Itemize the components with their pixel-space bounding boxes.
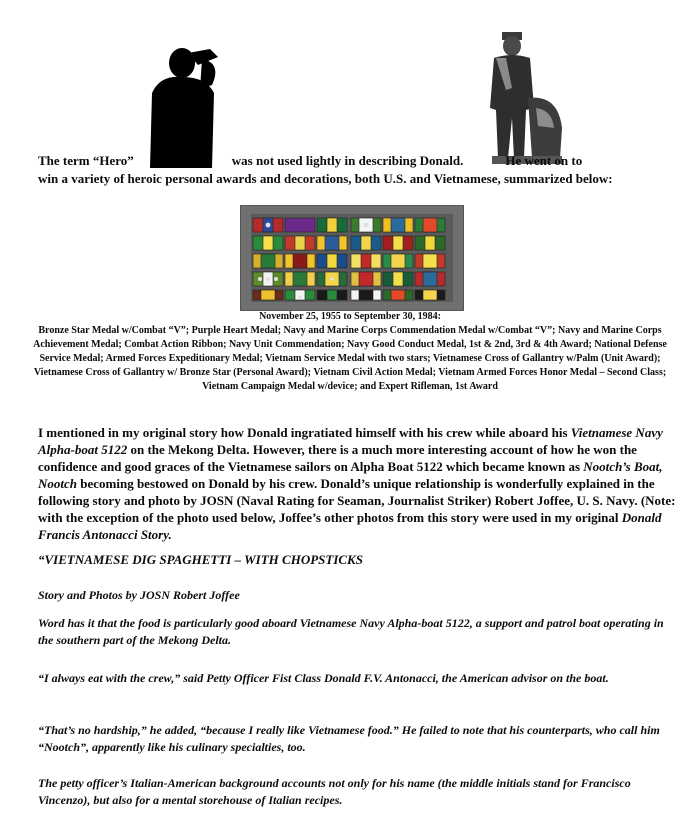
ribbon-rack-image xyxy=(240,205,464,311)
story-paragraph-3: “That’s no hardship,” he added, “because I really like Vietnamese food.” He failed to note that his counterparts, who call him “Nootch”, apparently like his culinary specialties, too. xyxy=(38,723,660,754)
intro-line-2: win a variety of heroic personal awards and decorations, both U.S. and Vietnamese, summarized below: xyxy=(38,171,613,186)
saluting-silhouette-image xyxy=(140,45,240,168)
article-heading: “VIETNAMESE DIG SPAGHETTI – WITH CHOPSTICKS xyxy=(38,552,363,567)
narrative-text-3: becoming bestowed on Donald by his crew. Donald’s unique relationship is wonderfully explained in the following story and photo by JOSN (Naval Rating for Seaman, Journalist Striker) Robert Joffee, U. S. Navy. (Note: with the exception of the photo used below, Joffee’s other photos from this story were used in my original xyxy=(38,476,676,525)
story-paragraph-4: The petty officer’s Italian-American background accounts not only for his name (the middle initials stand for Francisco Vincenzo), but also for a mental storehouse of Italian recipes. xyxy=(38,776,631,807)
story-paragraph-2: “I always eat with the crew,” said Petty Officer Fist Class Donald F.V. Antonacci, the American advisor on the boat. xyxy=(38,671,609,685)
nootch-boat-italic: Nootch’s Boat, Nootch xyxy=(38,459,663,491)
awards-list: Bronze Star Medal w/Combat “V”; Purple Heart Medal; Navy and Marine Corps Commendation Medal w/Combat “V”; Navy and Marine Corps Achievement Medal; Combat Action Ribbon; Navy Unit Commendation; Navy Good Conduct Medal, 1st & 2nd, 3rd & 4th Award; National Defense Service Medal; Armed Forces Expeditionary Medal; Vietnam Service Medal with two stars; Vietnamese Cross of Gallantry w/Palm (Unit Award); Vietnamese Cross of Gallantry w/ Bronze Star (Personal Award); Vietnam Civil Action Medal; Vietnam Armed Forces Honor Medal – Second Class; Vietnam Campaign Medal w/device; and Expert Rifleman, 1st Award xyxy=(33,325,667,392)
original-story-title-italic: Donald Francis Antonacci Story. xyxy=(38,510,662,542)
narrative-paragraph xyxy=(38,424,678,543)
service-dates: November 25, 1955 to September 30, 1984: xyxy=(259,311,441,322)
boat-name-italic: Vietnamese Navy Alpha-boat 5122 xyxy=(38,425,663,457)
article-byline: Story and Photos by JOSN Robert Joffee xyxy=(38,588,240,602)
narrative-text-1: I mentioned in my original story how Donald ingratiated himself with his crew while aboard his xyxy=(38,425,568,440)
awards-caption xyxy=(28,310,672,394)
intro-text xyxy=(38,152,668,188)
ribbon-rack-graphic xyxy=(251,214,453,302)
intro-hero-term: The term “Hero” xyxy=(38,153,134,168)
intro-continuation: He went on to xyxy=(505,153,583,168)
intro-statement: was not used lightly in describing Donald. xyxy=(231,153,464,168)
narrative-text-2: on the Mekong Delta. However, there is a much more interesting account of how he won the confidence and good graces of the Vietnamese sailors on Alpha Boat 5122 which became known as xyxy=(38,442,637,474)
story-paragraph-1: Word has it that the food is particularly good aboard Vietnamese Navy Alpha-boat 5122, a support and patrol boat operating in the southern part of the Mekong Delta. xyxy=(38,616,664,647)
